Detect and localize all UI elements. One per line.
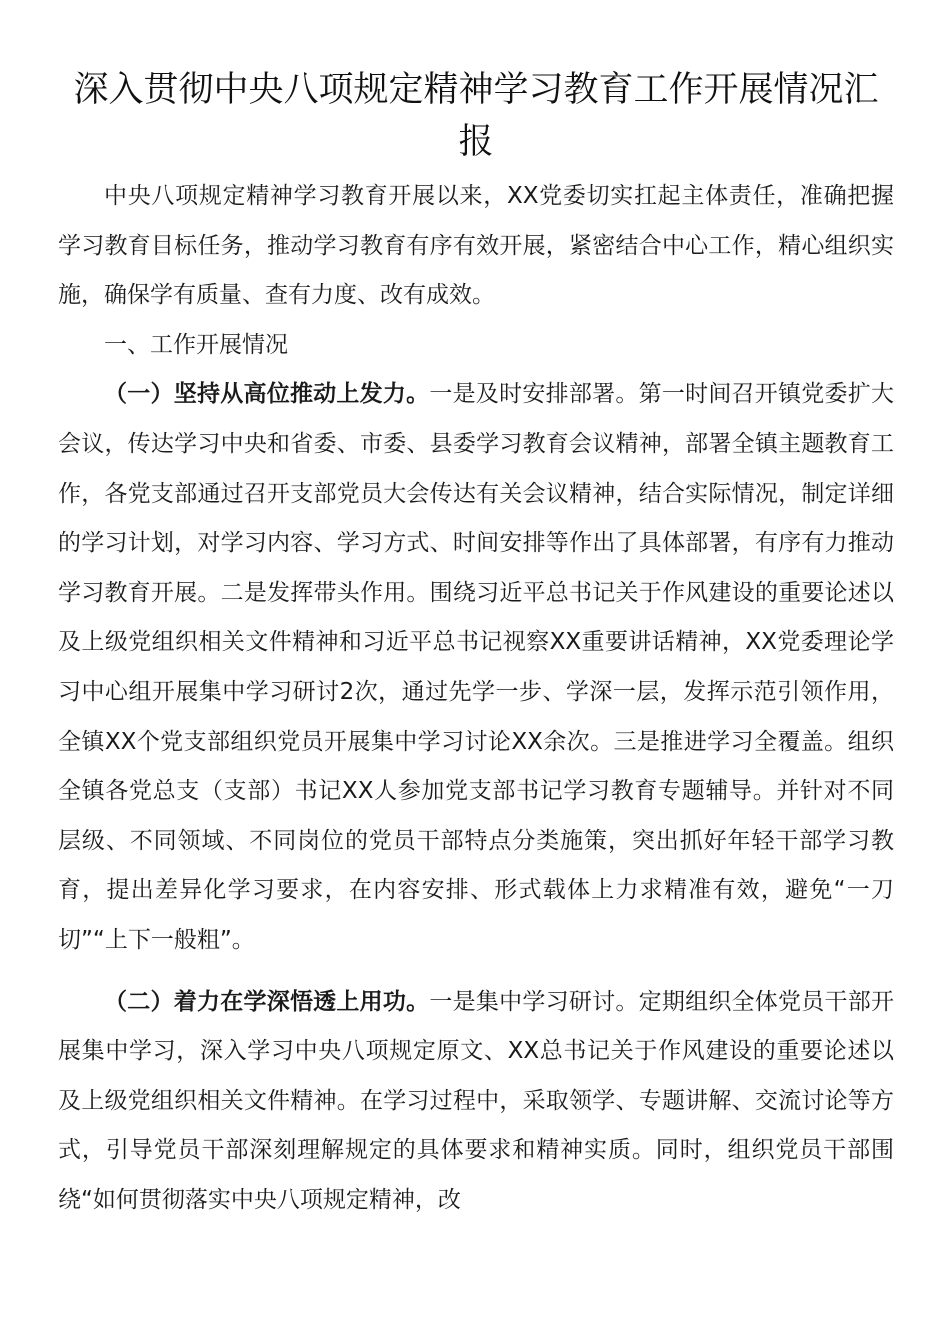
section-heading-text: 一、工作开展情况	[104, 331, 288, 358]
document-page	[58, 64, 894, 1225]
paragraph-text: 中央八项规定精神学习教育开展以来，XX党委切实扛起主体责任，准确把握学习教育目标任务，推动学习教育有序有效开展，紧密结合中心工作，精心组织实施，确保学有质量、查有力度、改有成效。	[58, 183, 894, 309]
paragraph-lead: （一）坚持从高位推动上发力。	[104, 381, 430, 408]
intro-paragraph	[58, 172, 894, 321]
body-paragraph-1	[58, 370, 894, 965]
paragraph-text: 一是集中学习研讨。定期组织全体党员干部开展集中学习，深入学习中央八项规定原文、XX总书记关于作风建设的重要论述以及上级党组织相关文件精神。在学习过程中，采取领学、专题讲解、交流讨论等方式，引导党员干部深刻理解规定的具体要求和精神实质。同时，组织党员干部围绕“如何贯彻落实中央八项规定精神，改	[58, 988, 895, 1213]
document-title: 深入贯彻中央八项规定精神学习教育工作开展情况汇报	[73, 70, 879, 162]
section-heading	[58, 321, 894, 371]
body-paragraph-2	[58, 978, 894, 1226]
paragraph-lead: （二）着力在学深悟透上用功。	[104, 988, 430, 1015]
paragraph-text: 一是及时安排部署。第一时间召开镇党委扩大会议，传达学习中央和省委、市委、县委学习教育会议精神，部署全镇主题教育工作，各党支部通过召开支部党员大会传达有关会议精神，结合实际情况，制定详细的学习计划，对学习内容、学习方式、时间安排等作出了具体部署，有序有力推动学习教育开展。二是发挥带头作用。围绕习近平总书记关于作风建设的重要论述以及上级党组织相关文件精神和习近平总书记视察XX重要讲话精神，XX党委理论学习中心组开展集中学习研讨2次，通过先学一步、学深一层，发挥示范引领作用，全镇XX个党支部组织党员开展集中学习讨论XX余次。三是推进学习全覆盖。组织全镇各党总支（支部）书记XX人参加党支部书记学习教育专题辅导。并针对不同层级、不同领域、不同岗位的党员干部特点分类施策，突出抓好年轻干部学习教育，提出差异化学习要求，在内容安排、形式载体上力求精准有效，避免“一刀切”“上下一般粗”。	[58, 381, 895, 953]
